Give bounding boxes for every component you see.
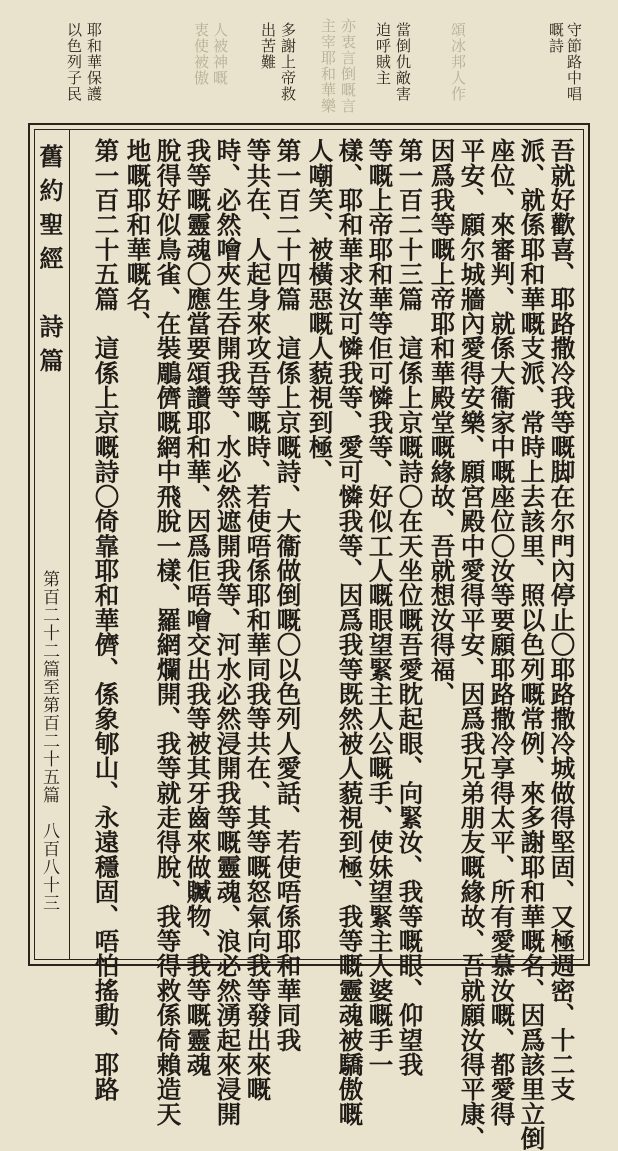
running-title: 舊約聖經 詩篇 [35,144,64,382]
annotation-text: 迫呼賊主 [374,22,392,86]
section-and-page-number: 第百二十二篇至第百二十五篇 八百八十三 [39,570,59,912]
annotation-text: 耶和華保護 [85,22,103,102]
page-frame-inner [34,129,584,1151]
text-column: 吾就好歡喜、耶路撒冷我等嘅脚在尔門內停止〇耶路撒冷城做得堅固、又極週密、十二支 [547,138,577,1102]
annotation-text: 出苦難 [259,22,277,70]
text-column: 因爲我等嘅上帝耶和華殿堂嘅緣故、吾就想汝得福、 [427,138,457,707]
page-frame [28,123,590,1151]
side-margin-rule [69,130,70,959]
text-column: 樣、耶和華求汝可憐我等、愛可憐我等、因爲我等既然被人藐視到極、我等嘅靈魂被驕傲嘅 [335,138,365,1126]
chapter-heading-column: 第一百二十四篇 這係上京嘅詩、大衞做倒嘅〇以色列人愛話、若使唔係耶和華同我 [273,138,303,1052]
annotation-text-faint: 衷使被傲 [192,22,210,86]
annotation-text-faint: 主宰耶和華樂 [319,18,337,114]
annotation-text: 當倒仇敵害 [394,22,412,102]
text-column: 等共在、人起身來攻吾等嘅時、若使唔係耶和華同我等共在、其等嘅怒氣向我等發出來嘅 [243,138,273,1102]
annotation-text: 嘅詩 [547,22,565,54]
text-column: 脫得好似鳥雀、在裝鵰儕嘅網中飛脫一樣、羅網爛開、我等就走得脫、我等得救係倚賴造天 [153,138,183,1126]
text-column: 派、就係耶和華嘅支派、常時上去該里、照以色列嘅常例、來多謝耶和華嘅名、因爲該里立倒 [517,138,547,1151]
annotation-text: 守節路中唱 [565,22,583,102]
annotation-text: 以色列子民 [65,22,83,102]
chapter-heading-column: 第一百二十五篇 這係上京嘅詩〇倚靠耶和華儕、係象郇山、永遠穩固、唔怕搖動、耶路 [91,138,121,1102]
text-column: 地嘅耶和華嘅名、 [123,138,153,336]
chapter-heading-column: 第一百二十三篇 這係上京嘅詩〇在天坐位嘅吾愛眈起眼、向緊汝、我等嘅眼、仰望我 [395,138,425,1077]
text-column: 我等嘅靈魂〇應當要頌讚耶和華、因爲佢唔噲交出我等被其牙齒來做贓物、我等嘅靈魂 [183,138,213,1077]
text-column: 人嘲笑、被橫惡嘅人藐視到極、 [305,138,335,484]
annotation-text-faint: 亦衷言倒嘅言 [339,18,357,114]
text-column: 座位、來審判、就係大衞家中嘅座位〇汝等要願耶路撒冷享得太平、所有愛慕汝嘅、都愛得 [487,138,517,1126]
annotation-text: 多謝上帝救 [279,22,297,102]
text-column: 等嘅上帝耶和華等佢可憐我等、好似工人嘅眼望緊主人公嘅手、使妹望緊主人婆嘅手一 [365,138,395,1077]
text-column: 平安、願尔城牆內愛得安樂、願宮殿中愛得平安、因爲我兄弟朋友嘅緣故、吾就願汝得平康、 [457,138,487,1151]
text-column: 時、必然噲夾生吞開我等、水必然遮開我等、河水必然浸開我等嘅靈魂、浪必然湧起來浸開 [213,138,243,1126]
annotation-text-faint: 頌冰邦人作 [449,22,467,102]
header-annotations [0,0,618,118]
annotation-text-faint: 人被神嘅 [211,22,229,86]
